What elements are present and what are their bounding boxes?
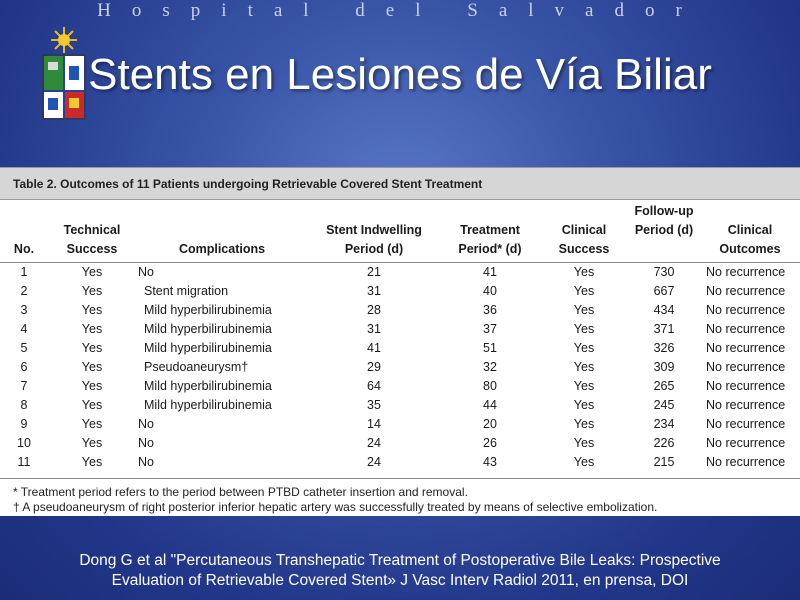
cell-clinical-success: Yes — [573, 321, 595, 336]
cell-treatment-period: 32 — [483, 359, 497, 374]
column-header-clinical-outcomes: Clinical Outcomes — [719, 222, 781, 256]
cell-clinical-success: Yes — [573, 435, 595, 450]
cell-treatment-period: 20 — [483, 416, 497, 431]
cell-clinical-outcome: No recurrence — [706, 264, 786, 279]
column-header-stent-indwelling-period: Stent Indwelling Period (d) — [326, 222, 422, 256]
cell-no: 3 — [20, 302, 28, 317]
table-caption-text: Outcomes of 11 Patients undergoing Retrievable Covered Stent Treatment — [60, 177, 483, 191]
table-row — [0, 339, 800, 358]
table-row — [0, 415, 800, 434]
cell-follow-up: 245 — [653, 397, 675, 412]
table-row — [0, 301, 800, 320]
cell-clinical-success: Yes — [573, 340, 595, 355]
cell-follow-up: 434 — [653, 302, 675, 317]
cell-clinical-outcome: No recurrence — [706, 302, 786, 317]
cell-clinical-outcome: No recurrence — [706, 378, 786, 393]
cell-treatment-period: 43 — [483, 454, 497, 469]
cell-follow-up: 215 — [653, 454, 675, 469]
cell-stent-period: 28 — [367, 302, 381, 317]
cell-follow-up: 234 — [653, 416, 675, 431]
cell-clinical-success: Yes — [573, 378, 595, 393]
cell-follow-up: 265 — [653, 378, 675, 393]
footnote-asterisk: * Treatment period refers to the period between PTBD catheter insertion and removal. — [13, 484, 468, 499]
cell-clinical-success: Yes — [573, 454, 595, 469]
cell-stent-period: 24 — [367, 454, 381, 469]
cell-follow-up: 730 — [653, 264, 675, 279]
cell-complications: Pseudoaneurysm† — [144, 359, 249, 374]
cell-no: 4 — [20, 321, 28, 336]
table-footnotes — [0, 479, 800, 515]
hospital-name: Hospital del Salvador — [97, 0, 703, 21]
table-row — [0, 453, 800, 472]
column-header-technical-success: Technical Success — [63, 222, 121, 256]
cell-treatment-period: 51 — [483, 340, 497, 355]
cell-no: 1 — [20, 264, 28, 279]
cell-stent-period: 21 — [367, 264, 381, 279]
cell-follow-up: 667 — [653, 283, 675, 298]
cell-clinical-success: Yes — [573, 359, 595, 374]
cell-clinical-outcome: No recurrence — [706, 340, 786, 355]
table-row — [0, 377, 800, 396]
table-row — [0, 320, 800, 339]
table-row — [0, 262, 800, 282]
cell-no: 10 — [17, 435, 31, 450]
cell-complications: Mild hyperbilirubinemia — [144, 378, 272, 393]
cell-treatment-period: 36 — [483, 302, 497, 317]
cell-follow-up: 226 — [653, 435, 675, 450]
cell-stent-period: 31 — [367, 321, 381, 336]
column-header-treatment-period: Treatment Period* (d) — [458, 222, 522, 256]
table-header-row — [0, 200, 800, 262]
cell-clinical-success: Yes — [573, 283, 595, 298]
cell-complications: Mild hyperbilirubinemia — [144, 397, 272, 412]
cell-complications: Stent migration — [144, 283, 229, 298]
outcomes-table — [0, 200, 800, 472]
cell-technical-success: Yes — [81, 435, 103, 450]
cell-technical-success: Yes — [81, 416, 103, 431]
table-row — [0, 282, 800, 301]
cell-clinical-outcome: No recurrence — [706, 283, 786, 298]
cell-technical-success: Yes — [81, 340, 103, 355]
cell-complications: No — [138, 454, 154, 469]
cell-stent-period: 35 — [367, 397, 381, 412]
cell-stent-period: 14 — [367, 416, 381, 431]
cell-no: 8 — [20, 397, 28, 412]
cell-treatment-period: 44 — [483, 397, 497, 412]
cell-technical-success: Yes — [81, 321, 103, 336]
table-body — [0, 262, 800, 472]
table-caption-label: Table 2. — [13, 177, 57, 191]
column-header-clinical-success: Clinical Success — [558, 222, 610, 256]
citation-line-2: Evaluation of Retrievable Covered Stent» J Vasc Interv Radiol 2011, en prensa, DOI — [111, 572, 689, 589]
citation-line-1: Dong G et al "Percutaneous Transhepatic Treatment of Postoperative Bile Leaks: Prospective — [79, 552, 721, 569]
cell-clinical-outcome: No recurrence — [706, 416, 786, 431]
cell-clinical-outcome: No recurrence — [706, 435, 786, 450]
cell-no: 6 — [20, 359, 28, 374]
cell-clinical-outcome: No recurrence — [706, 454, 786, 469]
column-header-complications: Complications — [178, 241, 266, 256]
citation — [0, 551, 800, 591]
cell-clinical-outcome: No recurrence — [706, 359, 786, 374]
cell-no: 5 — [20, 340, 28, 355]
cell-clinical-outcome: No recurrence — [706, 397, 786, 412]
cell-follow-up: 326 — [653, 340, 675, 355]
cell-technical-success: Yes — [81, 264, 103, 279]
cell-complications: Mild hyperbilirubinemia — [144, 321, 272, 336]
cell-no: 11 — [17, 454, 31, 469]
cell-technical-success: Yes — [81, 397, 103, 412]
cell-technical-success: Yes — [81, 302, 103, 317]
cell-treatment-period: 41 — [483, 264, 497, 279]
table-row — [0, 434, 800, 453]
cell-stent-period: 24 — [367, 435, 381, 450]
cell-complications: No — [138, 435, 154, 450]
cell-clinical-success: Yes — [573, 416, 595, 431]
outcomes-table-panel — [0, 167, 800, 516]
cell-complications: Mild hyperbilirubinemia — [144, 340, 272, 355]
column-header-follow-up-period: Follow-up Period (d) — [634, 203, 694, 237]
cell-follow-up: 309 — [653, 359, 675, 374]
cell-technical-success: Yes — [81, 378, 103, 393]
cell-stent-period: 29 — [367, 359, 381, 374]
cell-no: 9 — [20, 416, 28, 431]
cell-treatment-period: 37 — [483, 321, 497, 336]
cell-no: 7 — [20, 378, 28, 393]
cell-follow-up: 371 — [653, 321, 675, 336]
slide-title: Stents en Lesiones de Vía Biliar — [88, 50, 712, 99]
cell-technical-success: Yes — [81, 454, 103, 469]
cell-stent-period: 64 — [367, 378, 381, 393]
cell-complications: Mild hyperbilirubinemia — [144, 302, 272, 317]
table-row — [0, 396, 800, 415]
cell-clinical-success: Yes — [573, 264, 595, 279]
cell-technical-success: Yes — [81, 359, 103, 374]
cell-stent-period: 31 — [367, 283, 381, 298]
cell-no: 2 — [20, 283, 28, 298]
cell-technical-success: Yes — [81, 283, 103, 298]
table-row — [0, 358, 800, 377]
cell-stent-period: 41 — [367, 340, 381, 355]
column-header-no: No. — [13, 241, 35, 256]
cell-clinical-success: Yes — [573, 397, 595, 412]
cell-clinical-success: Yes — [573, 302, 595, 317]
cell-complications: No — [138, 264, 154, 279]
cell-complications: No — [138, 416, 154, 431]
cell-treatment-period: 80 — [483, 378, 497, 393]
table-caption — [0, 167, 800, 200]
footnote-dagger: † A pseudoaneurysm of right posterior inferior hepatic artery was successfully treated by means of selective embolization. — [13, 499, 658, 514]
cell-clinical-outcome: No recurrence — [706, 321, 786, 336]
cell-treatment-period: 40 — [483, 283, 497, 298]
cell-treatment-period: 26 — [483, 435, 497, 450]
